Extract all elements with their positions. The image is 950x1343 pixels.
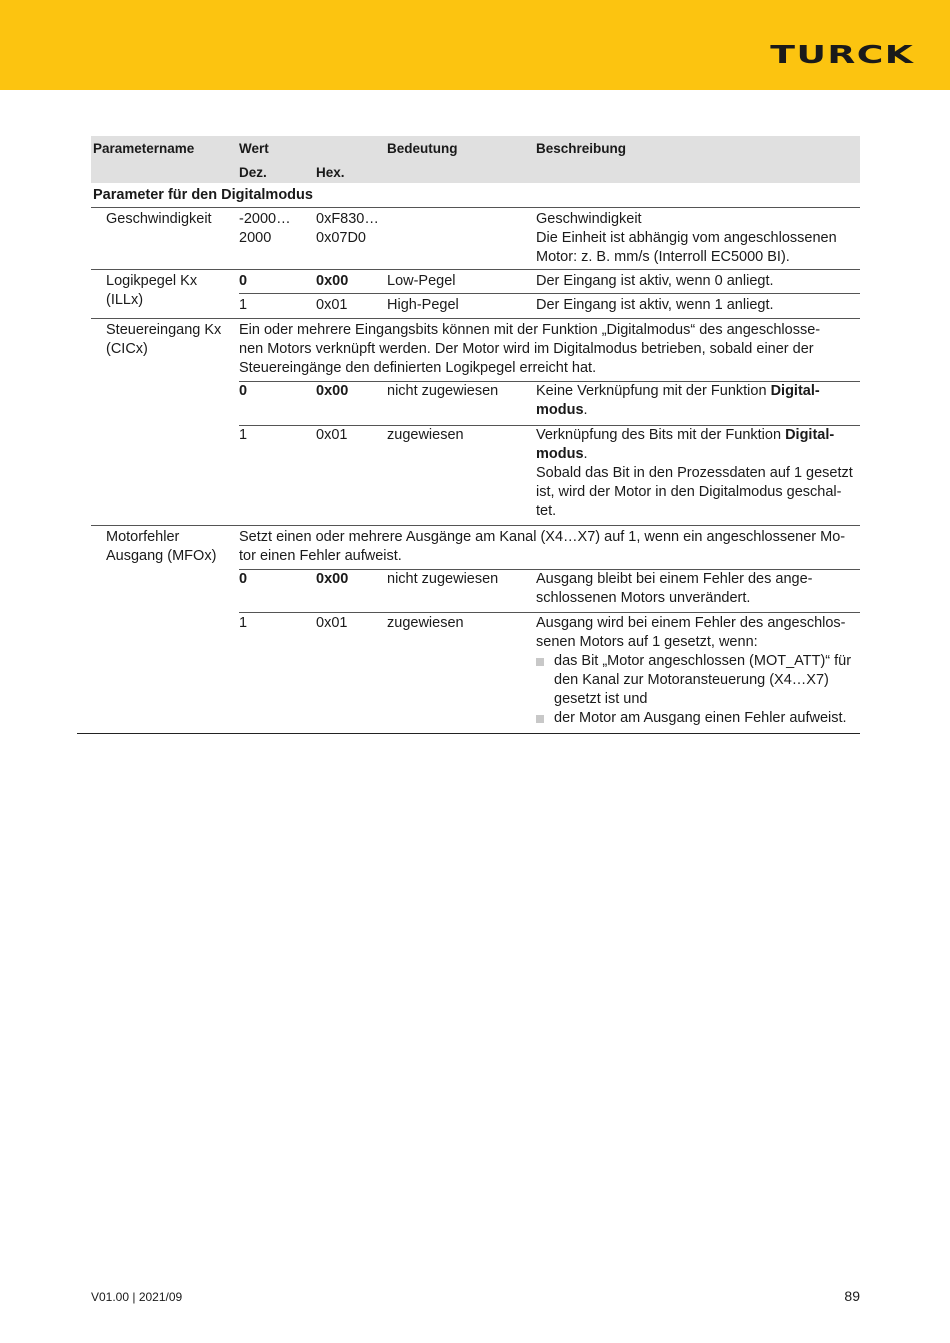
table-row-speed bbox=[91, 207, 860, 269]
page-number: 89 bbox=[844, 1288, 860, 1304]
description: Verknüpfung des Bits mit der Funktion Digital- modus. Sobald das Bit in den Prozessdaten auf 1 gesetzt ist, wird der Motor in den Digitalmodus geschal- tet. bbox=[536, 427, 853, 519]
meaning: zugewiesen bbox=[387, 427, 464, 443]
description: Geschwindigkeit Die Einheit ist abhängig vom angeschlossenen Motor: z. B. mm/s (Interroll EC5000 BI). bbox=[536, 211, 837, 265]
parameter-table bbox=[91, 136, 860, 733]
intro-text: Setzt einen oder mehrere Ausgänge am Kanal (X4…X7) auf 1, wenn ein angeschlossener Mo- tor einen Fehler aufweist. bbox=[239, 529, 846, 564]
hex-value: 0x00 bbox=[316, 273, 349, 289]
intro-text: Ein oder mehrere Eingangsbits können mit der Funktion „Digitalmodus“ des angeschlosse- nen Motors verknüpft werden. Der Motor wird im Digitalmodus betrieben, sobald einer der Steuereingänge den definierten Logikpegel erreicht hat. bbox=[239, 322, 821, 376]
table-bottom-rule bbox=[77, 733, 860, 734]
meaning: High-Pegel bbox=[387, 297, 459, 313]
section-title: Parameter für den Digitalmodus bbox=[93, 187, 313, 203]
bullet-square-icon bbox=[536, 715, 544, 723]
hex-value: 0x01 bbox=[316, 297, 348, 313]
section-title-row bbox=[91, 183, 860, 207]
divider bbox=[239, 612, 860, 613]
turck-logo: TURCK bbox=[769, 40, 914, 69]
table-row-fault bbox=[91, 525, 860, 733]
description: Ausgang bleibt bei einem Fehler des ange- schlossenen Motors unverändert. bbox=[536, 571, 813, 606]
description: Der Eingang ist aktiv, wenn 0 anliegt. bbox=[536, 273, 774, 289]
bullet-square-icon bbox=[536, 658, 544, 666]
divider bbox=[239, 381, 860, 382]
param-name: Geschwindigkeit bbox=[106, 211, 212, 227]
divider bbox=[239, 569, 860, 570]
table-row-control bbox=[91, 318, 860, 525]
header-wert: Wert bbox=[239, 141, 269, 156]
param-name: Logikpegel Kx (ILLx) bbox=[106, 273, 198, 308]
header-hex: Hex. bbox=[316, 165, 345, 180]
divider bbox=[239, 425, 860, 426]
description: Der Eingang ist aktiv, wenn 1 anliegt. bbox=[536, 297, 774, 313]
dez-value: 0 bbox=[239, 273, 248, 289]
table-header bbox=[91, 136, 860, 183]
hex-value: 0xF830… 0x07D0 bbox=[316, 211, 379, 246]
header-dez: Dez. bbox=[239, 165, 267, 180]
meaning: nicht zugewiesen bbox=[387, 571, 499, 587]
param-name: Motorfehler Ausgang (MFOx) bbox=[106, 529, 217, 564]
divider bbox=[239, 293, 860, 294]
footer-version: V01.00 | 2021/09 bbox=[91, 1290, 183, 1304]
header-beschreibung: Beschreibung bbox=[536, 141, 627, 156]
meaning: zugewiesen bbox=[387, 615, 464, 631]
header-param: Parametername bbox=[93, 141, 195, 156]
hex-value: 0x00 bbox=[316, 571, 349, 587]
description: Keine Verknüpfung mit der Funktion Digital- modus. bbox=[536, 383, 820, 418]
dez-value: 0 bbox=[239, 383, 248, 399]
hex-value: 0x00 bbox=[316, 383, 349, 399]
list-item: der Motor am Ausgang einen Fehler aufweist. bbox=[536, 709, 860, 728]
list-item: das Bit „Motor angeschlossen (MOT_ATT)“ für den Kanal zur Motoransteuerung (X4…X7) gesetzt ist und bbox=[536, 652, 860, 709]
hex-value: 0x01 bbox=[316, 427, 348, 443]
dez-value: -2000… 2000 bbox=[239, 211, 291, 246]
header-bedeutung: Bedeutung bbox=[387, 141, 458, 156]
dez-value: 0 bbox=[239, 571, 248, 587]
param-name: Steuereingang Kx (CICx) bbox=[106, 322, 222, 357]
dez-value: 1 bbox=[239, 297, 248, 313]
hex-value: 0x01 bbox=[316, 615, 348, 631]
meaning: Low-Pegel bbox=[387, 273, 456, 289]
meaning: nicht zugewiesen bbox=[387, 383, 499, 399]
dez-value: 1 bbox=[239, 615, 248, 631]
description: Ausgang wird bei einem Fehler des angeschlos- senen Motors auf 1 gesetzt, wenn: das Bit „Motor angeschlossen (MOT_ATT)“ für den Kanal zur Motoransteuerung (X4…X7) gesetzt ist und der Motor am Ausgang einen Fehler aufweist. bbox=[536, 614, 860, 728]
dez-value: 1 bbox=[239, 427, 248, 443]
